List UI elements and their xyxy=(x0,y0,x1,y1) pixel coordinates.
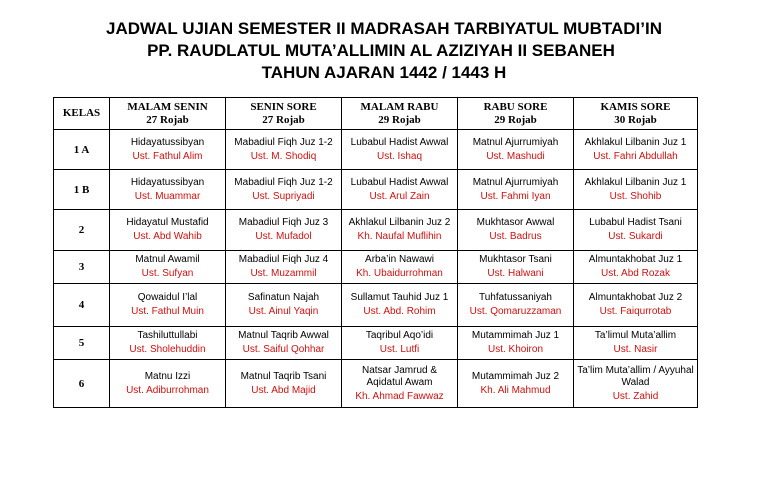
subject-text: Matnul Taqrib Tsani xyxy=(240,370,327,382)
schedule-cell xyxy=(342,130,458,170)
subject-text: Hidayatussibyan xyxy=(130,176,205,188)
schedule-cell xyxy=(458,327,574,360)
kelas-header: KELAS xyxy=(54,98,110,130)
kelas-cell: 1 A xyxy=(54,130,110,170)
kelas-cell: 4 xyxy=(54,284,110,327)
teacher-text: Ust. Shohib xyxy=(609,190,662,202)
subject-text: Hidayatussibyan xyxy=(130,136,205,148)
teacher-text: Ust. Fathul Muin xyxy=(131,306,204,317)
subject-text: Lubabul Hadist Awwal xyxy=(350,136,449,148)
subject-text: Mabadiul Fiqh Juz 1-2 xyxy=(234,176,333,188)
schedule-cell xyxy=(574,327,698,360)
schedule-cell xyxy=(342,251,458,284)
teacher-text: Ust. Muammar xyxy=(134,190,201,202)
teacher-text: Ust. Sufyan xyxy=(141,268,194,279)
teacher-text: Ust. Khoiron xyxy=(487,344,544,355)
schedule-cell xyxy=(574,210,698,251)
subject-text: Sullamut Tauhid Juz 1 xyxy=(350,292,449,303)
day-name: MALAM RABU xyxy=(360,100,439,113)
subject-text: Lubabul Hadist Tsani xyxy=(589,217,682,228)
subject-text: Hidayatul Mustafid xyxy=(126,217,209,228)
subject-text: Mabadiul Fiqh Juz 1-2 xyxy=(234,136,333,148)
teacher-text: Ust. Badrus xyxy=(489,231,542,242)
schedule-cell xyxy=(458,251,574,284)
teacher-text: Ust. Sukardi xyxy=(608,231,663,242)
teacher-text: Ust. Nasir xyxy=(613,344,658,355)
kelas-cell: 3 xyxy=(54,251,110,284)
day-header xyxy=(226,98,342,130)
schedule-cell xyxy=(110,130,226,170)
day-date: 30 Rojab xyxy=(614,113,657,126)
schedule-cell xyxy=(226,210,342,251)
subject-text: Matnul Ajurrumiyah xyxy=(472,176,559,188)
subject-text: Taqribul Aqo’idi xyxy=(365,330,434,341)
day-header xyxy=(110,98,226,130)
kelas-cell: 2 xyxy=(54,210,110,251)
schedule-cell xyxy=(110,360,226,408)
day-name: RABU SORE xyxy=(483,100,548,113)
subject-text: Qowaidul I’lal xyxy=(137,292,198,303)
teacher-text: Ust. Sholehuddin xyxy=(129,344,206,355)
schedule-cell xyxy=(226,327,342,360)
schedule-cell xyxy=(342,327,458,360)
schedule-cell xyxy=(458,130,574,170)
teacher-text: Ust. Mufadol xyxy=(255,231,312,242)
day-name: SENIN SORE xyxy=(250,100,317,113)
day-date: 29 Rojab xyxy=(378,113,421,126)
day-header xyxy=(458,98,574,130)
title-line-1: JADWAL UJIAN SEMESTER II MADRASAH TARBIYATUL MUBTADI’IN xyxy=(106,19,662,38)
day-date: 29 Rojab xyxy=(494,113,537,126)
schedule-cell xyxy=(574,284,698,327)
teacher-text: Ust. Adiburrohman xyxy=(126,384,209,396)
day-date: 27 Rojab xyxy=(262,113,305,126)
subject-text: Matnul Awamil xyxy=(135,254,200,265)
schedule-cell xyxy=(226,251,342,284)
teacher-text: Ust. Abd Majid xyxy=(251,384,316,396)
subject-text: Arba’in Nawawi xyxy=(365,254,434,265)
schedule-cell xyxy=(342,360,458,408)
title-line-2: PP. RAUDLATUL MUTA’ALLIMIN AL AZIZIYAH II SEBANEH xyxy=(147,41,615,60)
teacher-text: Ust. Abd Wahib xyxy=(133,231,202,242)
document-header xyxy=(0,18,768,84)
subject-text: Tuhfatussaniyah xyxy=(478,292,552,303)
teacher-text: Ust. Qomaruzzaman xyxy=(469,306,562,317)
subject-text: Matnul Taqrib Awwal xyxy=(238,330,329,341)
kelas-cell: 1 B xyxy=(54,170,110,210)
teacher-text: Ust. Arul Zain xyxy=(369,190,430,202)
subject-text: Lubabul Hadist Awwal xyxy=(350,176,449,188)
subject-text: Natsar Jamrud & Aqidatul Awam xyxy=(361,364,438,388)
table-row xyxy=(54,360,698,408)
table-row xyxy=(54,284,698,327)
teacher-text: Ust. Fahri Abdullah xyxy=(593,150,678,162)
teacher-text: Kh. Naufal Muflihin xyxy=(357,231,442,242)
teacher-text: Ust. M. Shodiq xyxy=(250,150,317,162)
teacher-text: Ust. Abd. Rohim xyxy=(363,306,436,317)
table-row xyxy=(54,130,698,170)
schedule-cell xyxy=(226,170,342,210)
schedule-cell xyxy=(226,360,342,408)
subject-text: Akhlakul Lilbanin Juz 1 xyxy=(584,176,687,188)
schedule-cell xyxy=(110,210,226,251)
teacher-text: Ust. Ishaq xyxy=(376,150,423,162)
schedule-cell xyxy=(110,284,226,327)
subject-text: Tashiluttullabi xyxy=(137,330,198,341)
teacher-text: Ust. Fathul Alim xyxy=(132,150,203,162)
subject-text: Mabadiul Fiqh Juz 4 xyxy=(238,254,329,265)
schedule-cell xyxy=(574,130,698,170)
schedule-cell xyxy=(574,251,698,284)
schedule-cell xyxy=(458,284,574,327)
schedule-cell xyxy=(342,210,458,251)
teacher-text: Ust. Muzammil xyxy=(250,268,317,279)
teacher-text: Ust. Abd Rozak xyxy=(601,268,670,279)
teacher-text: Ust. Fahmi Iyan xyxy=(480,190,551,202)
subject-text: Akhlakul Lilbanin Juz 1 xyxy=(584,136,687,148)
title-line-3: TAHUN AJARAN 1442 / 1443 H xyxy=(261,63,507,82)
subject-text: Mabadiul Fiqh Juz 3 xyxy=(238,217,329,228)
subject-text: Matnul Ajurrumiyah xyxy=(472,136,559,148)
schedule-cell xyxy=(342,284,458,327)
subject-text: Akhlakul Lilbanin Juz 2 xyxy=(348,217,451,228)
teacher-text: Kh. Ubaidurrohman xyxy=(356,268,443,279)
teacher-text: Ust. Halwani xyxy=(487,268,544,279)
schedule-cell xyxy=(574,360,698,408)
teacher-text: Ust. Saiful Qohhar xyxy=(242,344,325,355)
teacher-text: Ust. Supriyadi xyxy=(252,190,315,202)
teacher-text: Ust. Ainul Yaqin xyxy=(248,306,319,317)
subject-text: Ta’lim Muta’allim / Ayyuhal Walad xyxy=(577,364,694,388)
table-row xyxy=(54,170,698,210)
schedule-cell xyxy=(110,251,226,284)
schedule-cell xyxy=(574,170,698,210)
schedule-cell xyxy=(110,327,226,360)
subject-text: Almuntakhobat Juz 2 xyxy=(588,292,683,303)
subject-text: Matnu Izzi xyxy=(144,370,191,382)
subject-text: Mutammimah Juz 1 xyxy=(471,330,560,341)
day-name: KAMIS SORE xyxy=(600,100,671,113)
subject-text: Mukhtasor Tsani xyxy=(479,254,552,265)
teacher-text: Ust. Faiqurrotab xyxy=(599,306,672,317)
header-row xyxy=(54,98,698,130)
table-row xyxy=(54,251,698,284)
schedule-cell xyxy=(226,284,342,327)
teacher-text: Kh. Ali Mahmud xyxy=(480,384,551,396)
schedule-cell xyxy=(110,170,226,210)
day-header xyxy=(574,98,698,130)
teacher-text: Kh. Ahmad Fawwaz xyxy=(355,390,444,402)
schedule-cell xyxy=(226,130,342,170)
schedule-cell xyxy=(458,170,574,210)
day-date: 27 Rojab xyxy=(146,113,189,126)
schedule-cell xyxy=(458,360,574,408)
subject-text: Safinatun Najah xyxy=(247,292,320,303)
teacher-text: Ust. Lutfi xyxy=(379,344,420,355)
teacher-text: Ust. Mashudi xyxy=(486,150,545,162)
subject-text: Mutammimah Juz 2 xyxy=(471,370,560,382)
subject-text: Ta’limul Muta’allim xyxy=(594,330,677,341)
table-row xyxy=(54,327,698,360)
schedule-cell xyxy=(458,210,574,251)
day-header xyxy=(342,98,458,130)
subject-text: Almuntakhobat Juz 1 xyxy=(588,254,683,265)
kelas-cell: 5 xyxy=(54,327,110,360)
table-row xyxy=(54,210,698,251)
teacher-text: Ust. Zahid xyxy=(612,390,659,402)
kelas-cell: 6 xyxy=(54,360,110,408)
schedule-cell xyxy=(342,170,458,210)
subject-text: Mukhtasor Awwal xyxy=(476,217,555,228)
exam-schedule-table xyxy=(53,97,698,408)
day-name: MALAM SENIN xyxy=(127,100,208,113)
